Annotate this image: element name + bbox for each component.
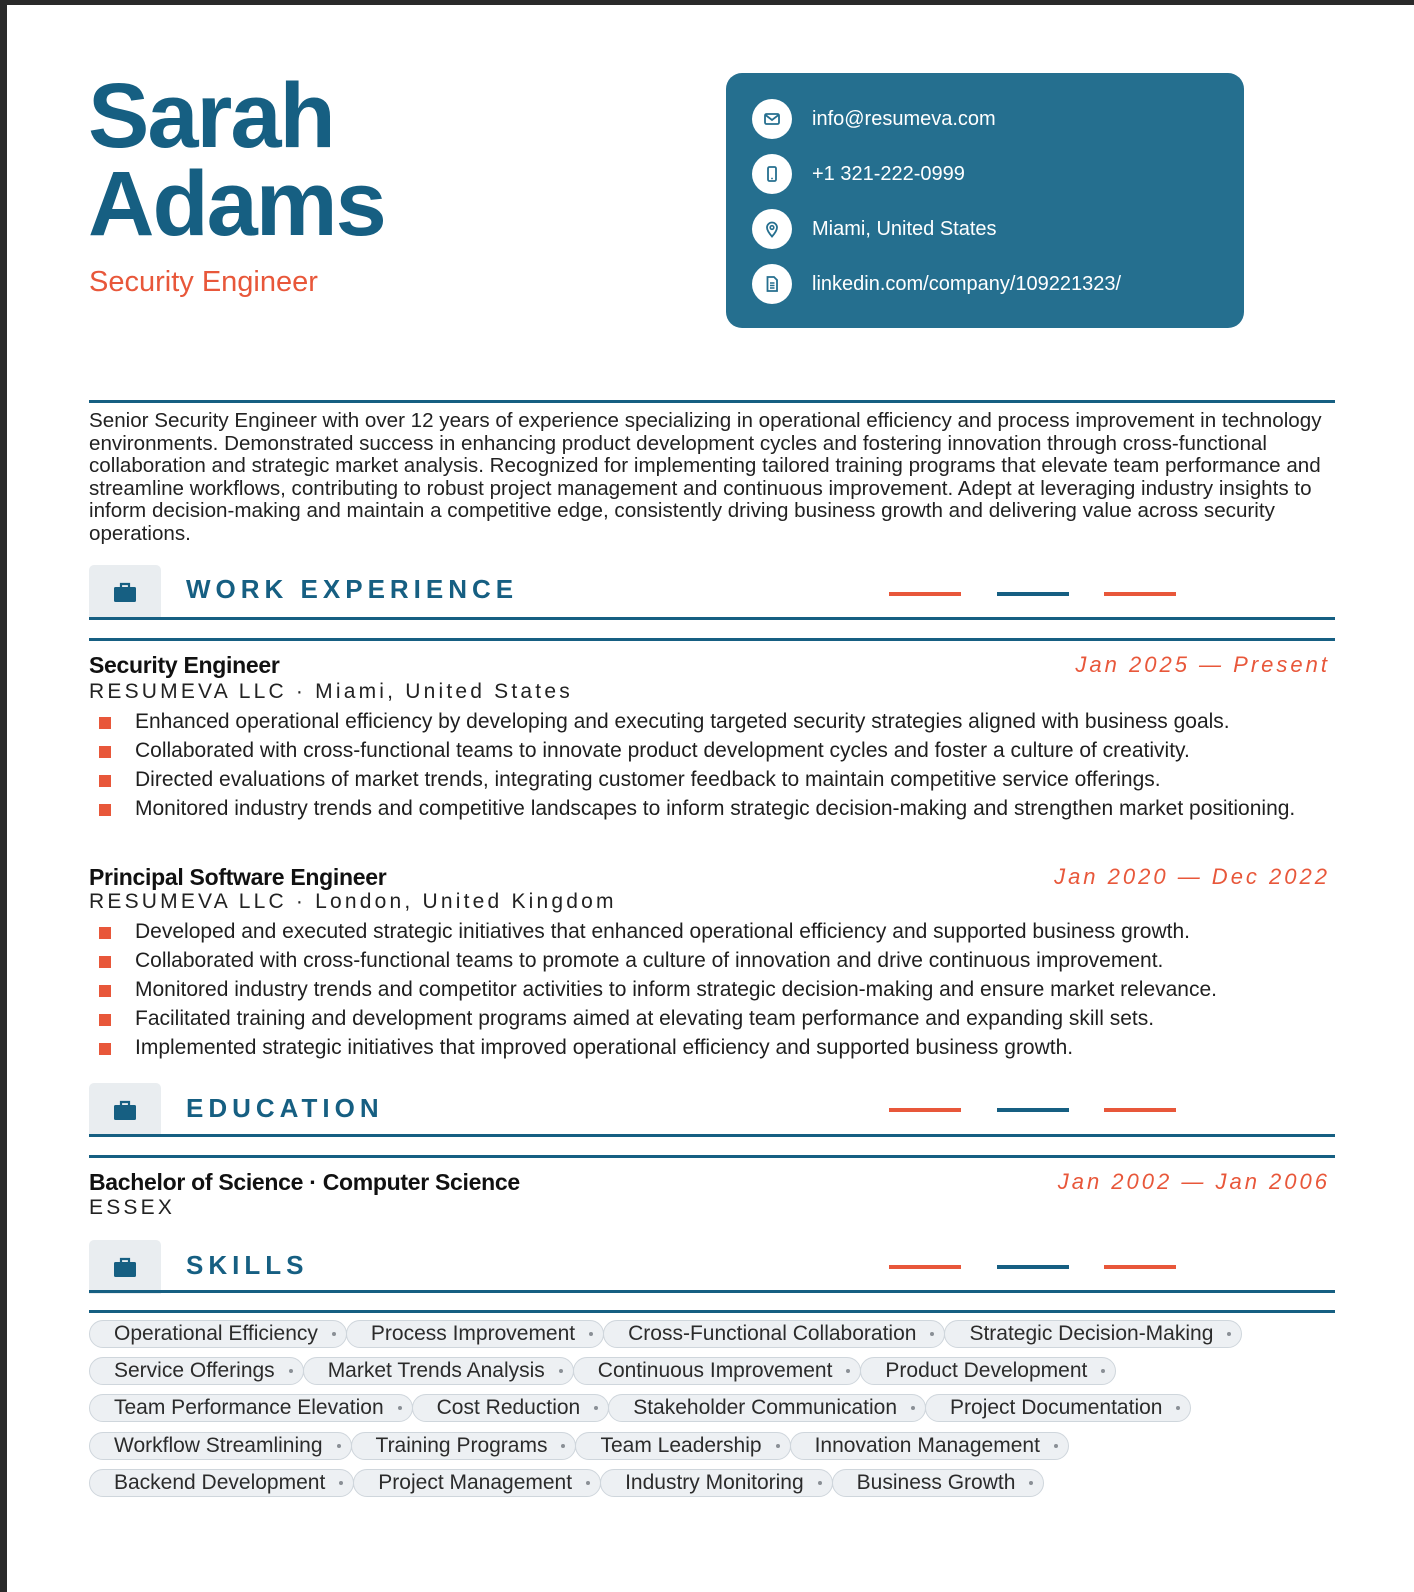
school-name: ESSEX — [89, 1196, 176, 1219]
section-underline — [89, 617, 1335, 620]
window-frame-top — [0, 0, 1414, 5]
skill-chip: Operational Efficiency — [89, 1320, 347, 1348]
section-underline-secondary — [89, 638, 1335, 641]
skill-chip: Team Performance Elevation — [89, 1394, 413, 1422]
skill-chip: Business Growth — [832, 1469, 1045, 1497]
section-dash-blue — [997, 1265, 1069, 1269]
section-dash-orange — [889, 1265, 961, 1269]
briefcase-icon — [112, 1098, 138, 1122]
candidate-role: Security Engineer — [89, 266, 318, 298]
skill-chip: Team Leadership — [575, 1432, 790, 1460]
skill-chip: Continuous Improvement — [573, 1357, 862, 1385]
contact-linkedin[interactable] — [752, 264, 1121, 304]
work-section-title: WORK EXPERIENCE — [186, 574, 519, 604]
skill-row — [89, 1432, 1339, 1462]
section-underline — [89, 1290, 1335, 1293]
skill-chip: Cost Reduction — [412, 1394, 610, 1422]
skill-chip: Project Documentation — [925, 1394, 1191, 1422]
skills-list — [89, 1320, 1339, 1506]
contact-linkedin-text: linkedin.com/company/109221323/ — [812, 272, 1122, 295]
education-section-title: EDUCATION — [186, 1093, 384, 1123]
skill-chip: Strategic Decision-Making — [944, 1320, 1242, 1348]
candidate-name — [88, 65, 385, 255]
last-name: Adams — [88, 153, 385, 255]
skill-row — [89, 1320, 1339, 1350]
job-title: Principal Software Engineer — [89, 864, 387, 890]
education-dates: Jan 2002 — Jan 2006 — [1057, 1169, 1330, 1194]
skill-chip: Market Trends Analysis — [303, 1357, 574, 1385]
job-bullets — [99, 707, 1329, 823]
skill-chip: Project Management — [353, 1469, 601, 1497]
skill-chip: Cross-Functional Collaboration — [603, 1320, 945, 1348]
work-section-tab — [89, 565, 161, 619]
list-item: Developed and executed strategic initiatives that enhanced operational efficiency and supported business growth. — [99, 917, 1329, 946]
skills-section-title: SKILLS — [186, 1250, 309, 1280]
section-dash-orange — [1104, 592, 1176, 596]
skill-chip: Process Improvement — [346, 1320, 604, 1348]
skill-chip: Industry Monitoring — [600, 1469, 833, 1497]
section-dash-orange — [1104, 1108, 1176, 1112]
contact-location-text: Miami, United States — [812, 217, 997, 240]
briefcase-icon — [112, 1255, 138, 1279]
section-dash-orange — [1104, 1265, 1176, 1269]
contact-phone[interactable] — [752, 154, 965, 194]
skills-section-tab — [89, 1240, 161, 1294]
job-dates: Jan 2020 — Dec 2022 — [1054, 864, 1330, 889]
contact-location — [752, 209, 997, 249]
skill-row — [89, 1469, 1339, 1499]
first-name: Sarah — [88, 65, 334, 167]
job-dates: Jan 2025 — Present — [1075, 652, 1330, 677]
list-item: Collaborated with cross-functional teams to promote a culture of innovation and drive continuous improvement. — [99, 946, 1329, 975]
window-frame-left — [0, 0, 7, 1592]
skill-row — [89, 1357, 1339, 1387]
list-item: Monitored industry trends and competitor activities to inform strategic decision-making and ensure market relevance. — [99, 975, 1329, 1004]
skill-row — [89, 1394, 1339, 1424]
list-item: Monitored industry trends and competitive landscapes to inform strategic decision-making and strengthen market positioning. — [99, 794, 1329, 823]
skill-chip: Service Offerings — [89, 1357, 304, 1385]
list-item: Directed evaluations of market trends, integrating customer feedback to maintain competitive service offerings. — [99, 765, 1329, 794]
phone-icon — [752, 154, 792, 194]
section-dash-orange — [889, 592, 961, 596]
skill-chip: Backend Development — [89, 1469, 354, 1497]
list-item: Collaborated with cross-functional teams to innovate product development cycles and foster a culture of creativity. — [99, 736, 1329, 765]
document-icon — [752, 264, 792, 304]
contact-card — [726, 73, 1244, 328]
contact-email-text: info@resumeva.com — [812, 107, 996, 130]
degree-title: Bachelor of Science · Computer Science — [89, 1169, 520, 1195]
job-bullets — [99, 917, 1329, 1062]
section-underline-secondary — [89, 1155, 1335, 1158]
list-item: Implemented strategic initiatives that improved operational efficiency and supported business growth. — [99, 1033, 1329, 1062]
contact-phone-text: +1 321-222-0999 — [812, 162, 965, 185]
skill-chip: Training Programs — [351, 1432, 577, 1460]
section-underline — [89, 1134, 1335, 1137]
professional-summary: Senior Security Engineer with over 12 years of experience specializing in operational efficiency and process improvement in technology environments. Demonstrated success in enhancing product development cycles and fostering innovation through cross-functional collaboration and strategic market analysis. Recognized for implementing tailored training programs that elevate team performance and streamline workflows, contributing to robust project management and continuous improvement. Adept at leveraging industry insights to inform decision-making and maintain a competitive edge, consistently driving business growth and delivering value across security operations. — [89, 409, 1322, 545]
education-section-tab — [89, 1083, 161, 1137]
section-underline-secondary — [89, 1310, 1335, 1313]
section-dash-blue — [997, 1108, 1069, 1112]
summary-divider — [89, 400, 1335, 403]
skill-chip: Stakeholder Communication — [608, 1394, 926, 1422]
job-title: Security Engineer — [89, 652, 280, 678]
skill-chip: Product Development — [860, 1357, 1116, 1385]
briefcase-icon — [112, 580, 138, 604]
job-company: RESUMEVA LLC · London, United Kingdom — [89, 890, 617, 913]
envelope-icon — [752, 99, 792, 139]
skill-chip: Workflow Streamlining — [89, 1432, 352, 1460]
section-dash-blue — [997, 592, 1069, 596]
location-pin-icon — [752, 209, 792, 249]
list-item: Facilitated training and development programs aimed at elevating team performance and expanding skill sets. — [99, 1004, 1329, 1033]
list-item: Enhanced operational efficiency by developing and executing targeted security strategies aligned with business goals. — [99, 707, 1329, 736]
contact-email[interactable] — [752, 99, 996, 139]
section-dash-orange — [889, 1108, 961, 1112]
job-company: RESUMEVA LLC · Miami, United States — [89, 680, 573, 703]
skill-chip: Innovation Management — [790, 1432, 1069, 1460]
